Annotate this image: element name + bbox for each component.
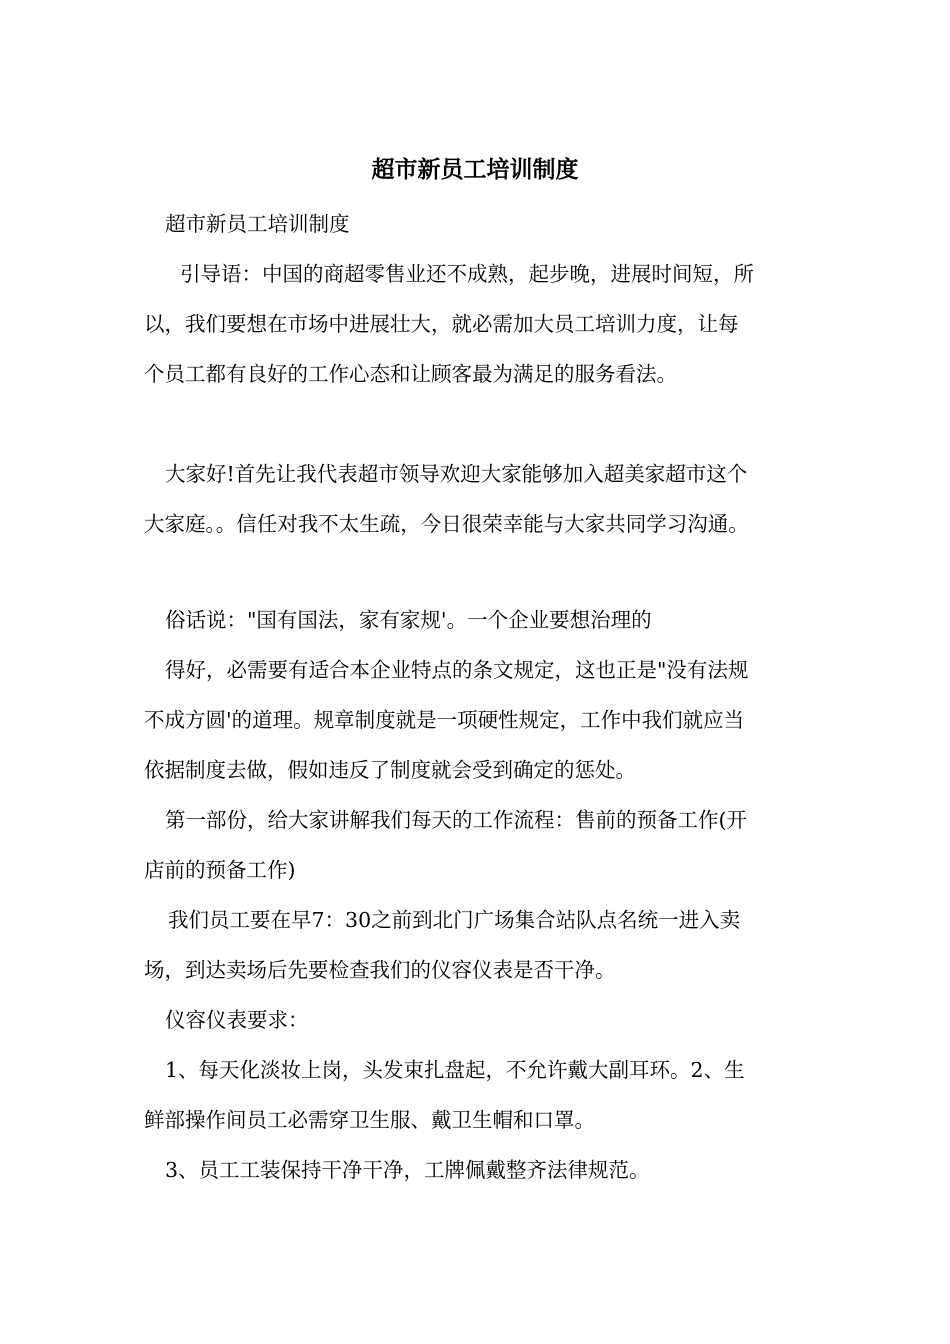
- paragraph-line: 场，到达卖场后先要检查我们的仪容仪表是否干净。: [144, 958, 616, 982]
- paragraph-line: 俗话说："国有国法，家有家规'。一个企业要想治理的: [165, 608, 652, 632]
- paragraph-line: 超市新员工培训制度: [165, 212, 350, 236]
- paragraph-line: 第一部份，给大家讲解我们每天的工作流程：售前的预备工作(开: [165, 808, 747, 832]
- paragraph-line: 引导语：中国的商超零售业还不成熟，起步晚，进展时间短，所: [180, 262, 754, 286]
- paragraph-line: 个员工都有良好的工作心态和让顾客最为满足的服务看法。: [144, 362, 677, 386]
- paragraph-line: 大家好!首先让我代表超市领导欢迎大家能够加入超美家超市这个: [165, 462, 748, 486]
- paragraph-line: 得好，必需要有适合本企业特点的条文规定，这也正是"没有法规: [165, 658, 749, 682]
- paragraph-line: 仪容仪表要求：: [165, 1008, 309, 1032]
- paragraph-line: 3、员工工装保持干净干净，工牌佩戴整齐法律规范。: [165, 1158, 650, 1182]
- paragraph-line: 店前的预备工作): [144, 858, 296, 882]
- paragraph-line: 我们员工要在早7：30之前到北门广场集合站队点名统一进入卖: [168, 908, 741, 932]
- paragraph-line: 不成方圆'的道理。规章制度就是一项硬性规定，工作中我们就应当: [144, 708, 745, 732]
- paragraph-line: 依据制度去做，假如违反了制度就会受到确定的惩处。: [144, 758, 636, 782]
- paragraph-line: 以，我们要想在市场中进展壮大，就必需加大员工培训力度，让每: [144, 312, 739, 336]
- document-title: 超市新员工培训制度: [371, 156, 579, 183]
- paragraph-line: 鲜部操作间员工必需穿卫生服、戴卫生帽和口罩。: [144, 1108, 595, 1132]
- paragraph-line: 1、每天化淡妆上岗，头发束扎盘起，不允许戴大副耳环。2、生: [165, 1058, 745, 1082]
- paragraph-line: 大家庭。。信任对我不太生疏，今日很荣幸能与大家共同学习沟通。: [144, 512, 749, 536]
